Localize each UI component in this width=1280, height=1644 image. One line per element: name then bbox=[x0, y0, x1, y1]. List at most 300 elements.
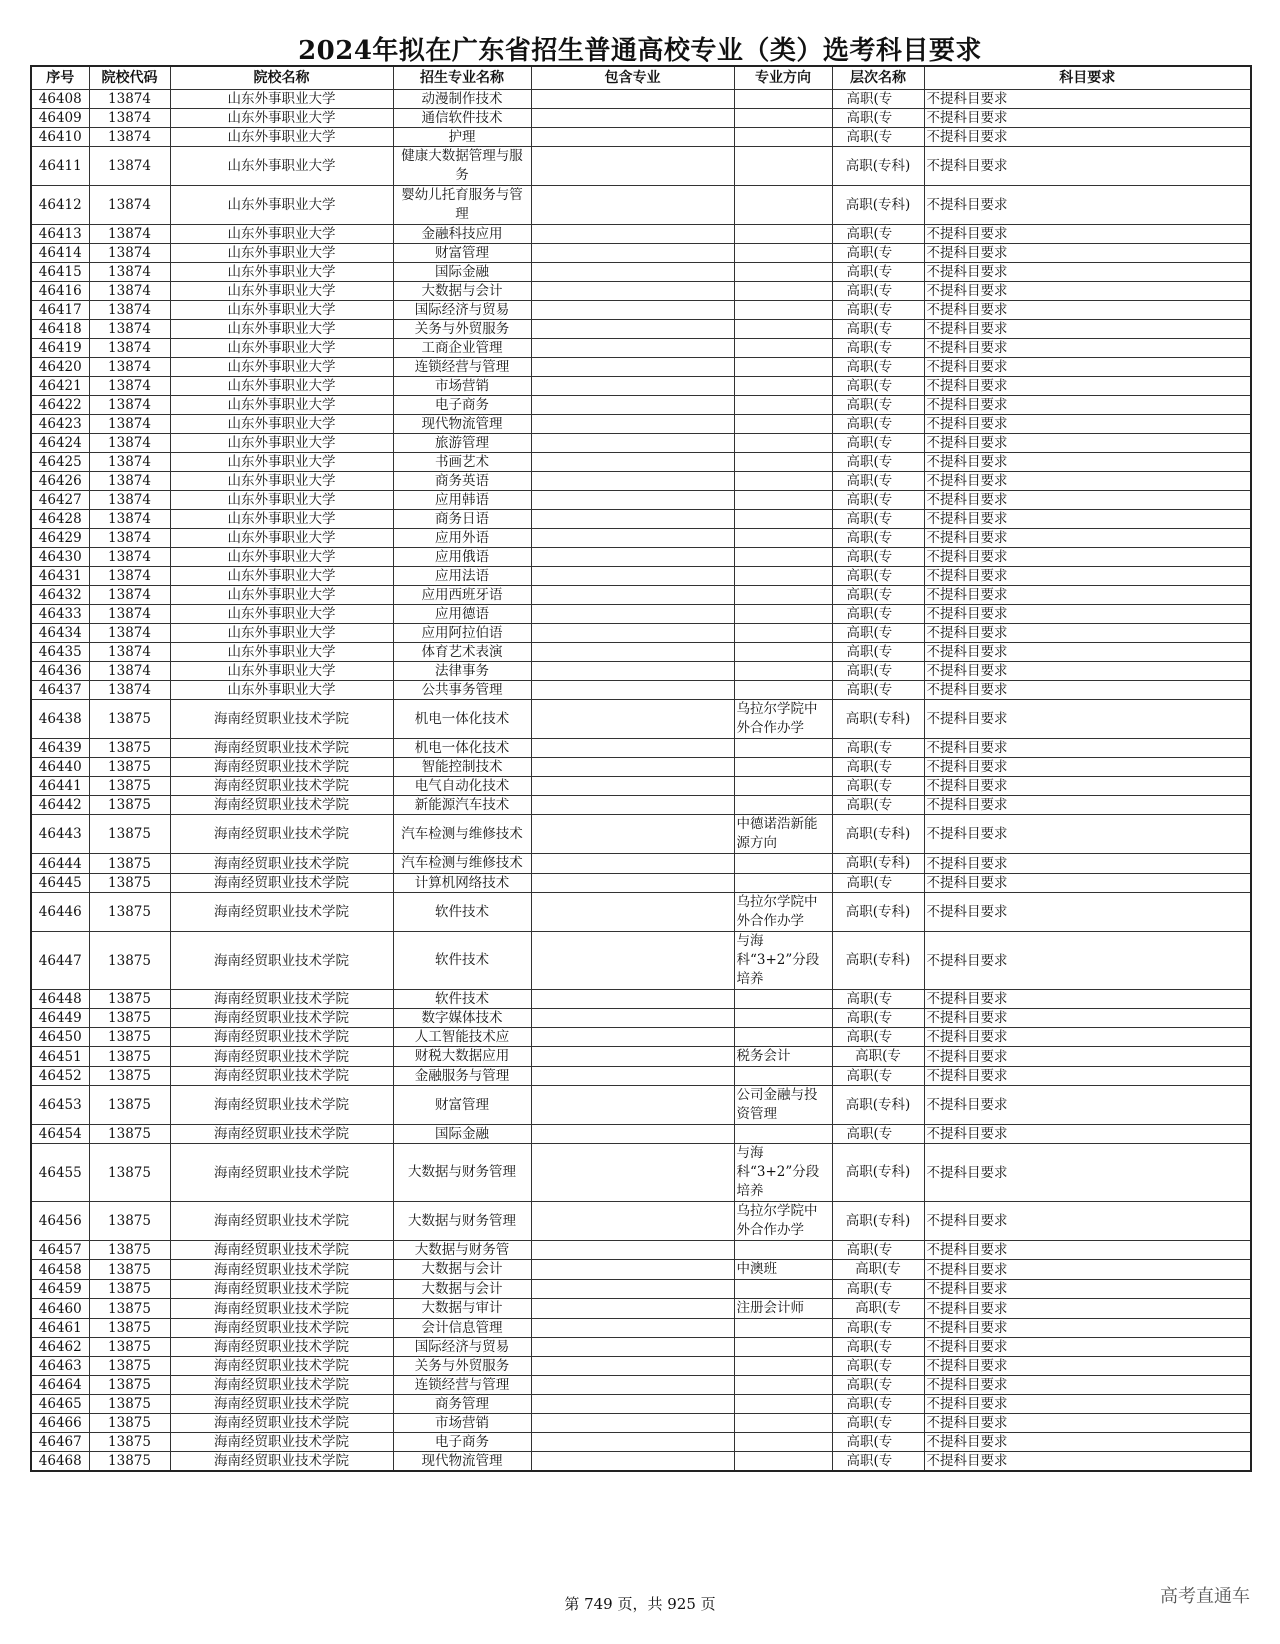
cell-subject-requirement: 不提科目要求 bbox=[924, 1299, 1251, 1319]
cell-major-direction bbox=[734, 339, 832, 358]
table-row bbox=[31, 225, 1251, 244]
cell-seq: 46427 bbox=[31, 491, 89, 510]
cell-included-majors bbox=[531, 893, 734, 932]
cell-major-direction bbox=[734, 244, 832, 263]
cell-major-direction: 注册会计师 bbox=[734, 1299, 832, 1319]
cell-seq: 46429 bbox=[31, 529, 89, 548]
cell-school-name: 山东外事职业大学 bbox=[170, 301, 393, 320]
cell-included-majors bbox=[531, 320, 734, 339]
table-row bbox=[31, 893, 1251, 932]
table-row bbox=[31, 1299, 1251, 1319]
cell-included-majors bbox=[531, 854, 734, 874]
cell-major-direction bbox=[734, 90, 832, 109]
cell-major-name: 国际经济与贸易 bbox=[393, 301, 531, 320]
table-row bbox=[31, 90, 1251, 109]
cell-major-name: 大数据与会计 bbox=[393, 1280, 531, 1299]
cell-level: 高职(专 bbox=[832, 1338, 924, 1357]
cell-major-direction: 与海科“3+2”分段培养 bbox=[734, 1144, 832, 1202]
cell-seq: 46437 bbox=[31, 681, 89, 700]
cell-seq: 46448 bbox=[31, 990, 89, 1009]
cell-seq: 46431 bbox=[31, 567, 89, 586]
cell-level: 高职(专 bbox=[832, 320, 924, 339]
cell-school-name: 山东外事职业大学 bbox=[170, 415, 393, 434]
cell-included-majors bbox=[531, 358, 734, 377]
cell-major-name: 电子商务 bbox=[393, 396, 531, 415]
cell-school-code: 13874 bbox=[89, 339, 170, 358]
cell-major-direction bbox=[734, 777, 832, 796]
cell-school-code: 13874 bbox=[89, 548, 170, 567]
cell-school-name: 海南经贸职业技术学院 bbox=[170, 1047, 393, 1067]
cell-major-direction: 中德诺浩新能源方向 bbox=[734, 815, 832, 854]
cell-level: 高职(专 bbox=[832, 1009, 924, 1028]
cell-subject-requirement: 不提科目要求 bbox=[924, 815, 1251, 854]
cell-school-name: 海南经贸职业技术学院 bbox=[170, 1319, 393, 1338]
cell-major-direction bbox=[734, 1433, 832, 1452]
cell-subject-requirement: 不提科目要求 bbox=[924, 282, 1251, 301]
cell-major-name: 旅游管理 bbox=[393, 434, 531, 453]
cell-school-code: 13875 bbox=[89, 932, 170, 990]
brand-watermark: 高考直通车 bbox=[1160, 1586, 1250, 1607]
cell-major-name: 大数据与财务管 bbox=[393, 1241, 531, 1260]
table-row bbox=[31, 643, 1251, 662]
cell-subject-requirement: 不提科目要求 bbox=[924, 510, 1251, 529]
cell-school-code: 13874 bbox=[89, 662, 170, 681]
cell-level: 高职(专 bbox=[832, 605, 924, 624]
cell-major-direction: 与海科“3+2”分段培养 bbox=[734, 932, 832, 990]
cell-school-code: 13875 bbox=[89, 1376, 170, 1395]
cell-seq: 46441 bbox=[31, 777, 89, 796]
table-row bbox=[31, 339, 1251, 358]
cell-included-majors bbox=[531, 282, 734, 301]
table-row bbox=[31, 739, 1251, 758]
cell-school-code: 13875 bbox=[89, 758, 170, 777]
cell-subject-requirement: 不提科目要求 bbox=[924, 893, 1251, 932]
cell-level: 高职(专 bbox=[832, 1125, 924, 1144]
cell-major-direction bbox=[734, 567, 832, 586]
cell-seq: 46443 bbox=[31, 815, 89, 854]
cell-subject-requirement: 不提科目要求 bbox=[924, 990, 1251, 1009]
cell-subject-requirement: 不提科目要求 bbox=[924, 453, 1251, 472]
cell-seq: 46442 bbox=[31, 796, 89, 815]
cell-major-name: 机电一体化技术 bbox=[393, 739, 531, 758]
cell-school-name: 山东外事职业大学 bbox=[170, 624, 393, 643]
cell-level: 高职(专 bbox=[832, 301, 924, 320]
cell-subject-requirement: 不提科目要求 bbox=[924, 1144, 1251, 1202]
cell-school-code: 13874 bbox=[89, 529, 170, 548]
page-title: 2024年拟在广东省招生普通高校专业（类）选考科目要求 bbox=[298, 36, 982, 66]
cell-major-name: 大数据与会计 bbox=[393, 282, 531, 301]
cell-included-majors bbox=[531, 1299, 734, 1319]
cell-seq: 46457 bbox=[31, 1241, 89, 1260]
cell-included-majors bbox=[531, 758, 734, 777]
cell-level: 高职(专 bbox=[832, 739, 924, 758]
cell-level: 高职(专 bbox=[832, 1299, 924, 1319]
header-subject-requirement: 科目要求 bbox=[924, 66, 1251, 90]
cell-level: 高职(专 bbox=[832, 662, 924, 681]
cell-school-code: 13875 bbox=[89, 815, 170, 854]
table-row bbox=[31, 147, 1251, 186]
cell-included-majors bbox=[531, 186, 734, 225]
cell-included-majors bbox=[531, 1047, 734, 1067]
cell-seq: 46456 bbox=[31, 1202, 89, 1241]
cell-major-direction: 乌拉尔学院中外合作办学 bbox=[734, 700, 832, 739]
table-row bbox=[31, 491, 1251, 510]
cell-level: 高职(专 bbox=[832, 453, 924, 472]
cell-included-majors bbox=[531, 301, 734, 320]
cell-level: 高职(专 bbox=[832, 990, 924, 1009]
cell-included-majors bbox=[531, 529, 734, 548]
cell-level: 高职(专科) bbox=[832, 932, 924, 990]
cell-school-code: 13875 bbox=[89, 1028, 170, 1047]
cell-school-code: 13874 bbox=[89, 643, 170, 662]
cell-level: 高职(专 bbox=[832, 758, 924, 777]
cell-included-majors bbox=[531, 225, 734, 244]
cell-seq: 46418 bbox=[31, 320, 89, 339]
cell-major-name: 法律事务 bbox=[393, 662, 531, 681]
cell-seq: 46410 bbox=[31, 128, 89, 147]
cell-subject-requirement: 不提科目要求 bbox=[924, 1067, 1251, 1086]
cell-subject-requirement: 不提科目要求 bbox=[924, 548, 1251, 567]
table-row bbox=[31, 548, 1251, 567]
table-row bbox=[31, 358, 1251, 377]
cell-included-majors bbox=[531, 1202, 734, 1241]
table-row bbox=[31, 567, 1251, 586]
table-row bbox=[31, 1125, 1251, 1144]
cell-seq: 46434 bbox=[31, 624, 89, 643]
cell-major-name: 现代物流管理 bbox=[393, 1452, 531, 1472]
cell-subject-requirement: 不提科目要求 bbox=[924, 339, 1251, 358]
cell-included-majors bbox=[531, 1028, 734, 1047]
cell-major-name: 关务与外贸服务 bbox=[393, 320, 531, 339]
cell-included-majors bbox=[531, 605, 734, 624]
cell-included-majors bbox=[531, 874, 734, 893]
cell-seq: 46408 bbox=[31, 90, 89, 109]
cell-school-name: 山东外事职业大学 bbox=[170, 90, 393, 109]
cell-school-name: 海南经贸职业技术学院 bbox=[170, 1260, 393, 1280]
cell-school-code: 13874 bbox=[89, 225, 170, 244]
cell-school-name: 海南经贸职业技术学院 bbox=[170, 1280, 393, 1299]
cell-school-code: 13874 bbox=[89, 186, 170, 225]
cell-seq: 46411 bbox=[31, 147, 89, 186]
cell-major-direction bbox=[734, 453, 832, 472]
cell-subject-requirement: 不提科目要求 bbox=[924, 777, 1251, 796]
cell-included-majors bbox=[531, 377, 734, 396]
cell-major-name: 工商企业管理 bbox=[393, 339, 531, 358]
cell-school-code: 13874 bbox=[89, 282, 170, 301]
cell-level: 高职(专 bbox=[832, 1376, 924, 1395]
cell-subject-requirement: 不提科目要求 bbox=[924, 244, 1251, 263]
cell-major-name: 汽车检测与维修技术 bbox=[393, 854, 531, 874]
cell-major-direction bbox=[734, 874, 832, 893]
cell-school-name: 山东外事职业大学 bbox=[170, 147, 393, 186]
cell-major-direction bbox=[734, 758, 832, 777]
cell-school-name: 海南经贸职业技术学院 bbox=[170, 854, 393, 874]
cell-major-name: 大数据与审计 bbox=[393, 1299, 531, 1319]
cell-school-code: 13875 bbox=[89, 796, 170, 815]
cell-school-name: 山东外事职业大学 bbox=[170, 282, 393, 301]
cell-school-name: 海南经贸职业技术学院 bbox=[170, 1376, 393, 1395]
cell-school-name: 海南经贸职业技术学院 bbox=[170, 874, 393, 893]
cell-major-name: 国际经济与贸易 bbox=[393, 1338, 531, 1357]
cell-major-direction bbox=[734, 396, 832, 415]
cell-major-direction bbox=[734, 1009, 832, 1028]
cell-subject-requirement: 不提科目要求 bbox=[924, 1241, 1251, 1260]
cell-subject-requirement: 不提科目要求 bbox=[924, 472, 1251, 491]
table-row bbox=[31, 1280, 1251, 1299]
cell-school-name: 海南经贸职业技术学院 bbox=[170, 1125, 393, 1144]
cell-school-name: 山东外事职业大学 bbox=[170, 434, 393, 453]
cell-seq: 46447 bbox=[31, 932, 89, 990]
cell-subject-requirement: 不提科目要求 bbox=[924, 1395, 1251, 1414]
table-row bbox=[31, 1452, 1251, 1472]
cell-major-direction bbox=[734, 1319, 832, 1338]
cell-included-majors bbox=[531, 1280, 734, 1299]
cell-included-majors bbox=[531, 624, 734, 643]
cell-major-name: 应用俄语 bbox=[393, 548, 531, 567]
table-row bbox=[31, 128, 1251, 147]
cell-included-majors bbox=[531, 932, 734, 990]
table-row bbox=[31, 529, 1251, 548]
table-row bbox=[31, 1414, 1251, 1433]
cell-major-direction bbox=[734, 643, 832, 662]
cell-seq: 46419 bbox=[31, 339, 89, 358]
cell-school-name: 山东外事职业大学 bbox=[170, 225, 393, 244]
cell-level: 高职(专科) bbox=[832, 147, 924, 186]
cell-included-majors bbox=[531, 567, 734, 586]
cell-school-name: 海南经贸职业技术学院 bbox=[170, 1241, 393, 1260]
cell-school-name: 海南经贸职业技术学院 bbox=[170, 796, 393, 815]
cell-seq: 46430 bbox=[31, 548, 89, 567]
cell-subject-requirement: 不提科目要求 bbox=[924, 1125, 1251, 1144]
cell-level: 高职(专 bbox=[832, 1395, 924, 1414]
cell-school-code: 13874 bbox=[89, 109, 170, 128]
cell-major-name: 软件技术 bbox=[393, 990, 531, 1009]
cell-included-majors bbox=[531, 1433, 734, 1452]
cell-major-name: 汽车检测与维修技术 bbox=[393, 815, 531, 854]
cell-school-code: 13874 bbox=[89, 128, 170, 147]
cell-included-majors bbox=[531, 681, 734, 700]
cell-school-code: 13875 bbox=[89, 893, 170, 932]
cell-school-code: 13875 bbox=[89, 1260, 170, 1280]
cell-school-name: 山东外事职业大学 bbox=[170, 453, 393, 472]
cell-school-name: 海南经贸职业技术学院 bbox=[170, 1433, 393, 1452]
table-row bbox=[31, 662, 1251, 681]
cell-subject-requirement: 不提科目要求 bbox=[924, 415, 1251, 434]
cell-school-name: 海南经贸职业技术学院 bbox=[170, 1202, 393, 1241]
cell-subject-requirement: 不提科目要求 bbox=[924, 1452, 1251, 1472]
table-row bbox=[31, 186, 1251, 225]
table-row bbox=[31, 301, 1251, 320]
cell-school-code: 13875 bbox=[89, 854, 170, 874]
cell-seq: 46413 bbox=[31, 225, 89, 244]
cell-school-code: 13875 bbox=[89, 874, 170, 893]
cell-school-code: 13875 bbox=[89, 1452, 170, 1472]
cell-major-name: 连锁经营与管理 bbox=[393, 358, 531, 377]
cell-seq: 46421 bbox=[31, 377, 89, 396]
table-row bbox=[31, 932, 1251, 990]
table-row bbox=[31, 396, 1251, 415]
cell-included-majors bbox=[531, 1452, 734, 1472]
cell-level: 高职(专 bbox=[832, 1280, 924, 1299]
cell-school-code: 13875 bbox=[89, 1047, 170, 1067]
cell-major-direction bbox=[734, 1125, 832, 1144]
table-body bbox=[31, 90, 1251, 1472]
cell-major-name: 大数据与财务管理 bbox=[393, 1144, 531, 1202]
cell-school-code: 13874 bbox=[89, 244, 170, 263]
cell-major-direction: 乌拉尔学院中外合作办学 bbox=[734, 893, 832, 932]
cell-included-majors bbox=[531, 491, 734, 510]
cell-subject-requirement: 不提科目要求 bbox=[924, 377, 1251, 396]
cell-school-name: 山东外事职业大学 bbox=[170, 339, 393, 358]
table-row bbox=[31, 815, 1251, 854]
cell-school-code: 13875 bbox=[89, 1067, 170, 1086]
cell-level: 高职(专 bbox=[832, 225, 924, 244]
cell-major-direction bbox=[734, 434, 832, 453]
cell-major-direction bbox=[734, 377, 832, 396]
cell-subject-requirement: 不提科目要求 bbox=[924, 854, 1251, 874]
cell-major-direction bbox=[734, 320, 832, 339]
cell-major-name: 婴幼儿托育服务与管理 bbox=[393, 186, 531, 225]
cell-school-name: 山东外事职业大学 bbox=[170, 605, 393, 624]
cell-major-name: 软件技术 bbox=[393, 932, 531, 990]
cell-level: 高职(专科) bbox=[832, 700, 924, 739]
cell-school-code: 13874 bbox=[89, 415, 170, 434]
cell-major-direction bbox=[734, 1241, 832, 1260]
cell-included-majors bbox=[531, 796, 734, 815]
table-row bbox=[31, 1319, 1251, 1338]
cell-level: 高职(专科) bbox=[832, 815, 924, 854]
cell-level: 高职(专科) bbox=[832, 1144, 924, 1202]
cell-school-name: 山东外事职业大学 bbox=[170, 586, 393, 605]
cell-included-majors bbox=[531, 700, 734, 739]
cell-major-name: 应用法语 bbox=[393, 567, 531, 586]
cell-level: 高职(专 bbox=[832, 282, 924, 301]
cell-included-majors bbox=[531, 109, 734, 128]
cell-included-majors bbox=[531, 1395, 734, 1414]
cell-seq: 46426 bbox=[31, 472, 89, 491]
cell-subject-requirement: 不提科目要求 bbox=[924, 491, 1251, 510]
cell-school-code: 13875 bbox=[89, 1086, 170, 1125]
cell-included-majors bbox=[531, 510, 734, 529]
table-row bbox=[31, 1376, 1251, 1395]
cell-seq: 46446 bbox=[31, 893, 89, 932]
cell-major-name: 电气自动化技术 bbox=[393, 777, 531, 796]
cell-seq: 46417 bbox=[31, 301, 89, 320]
cell-school-name: 海南经贸职业技术学院 bbox=[170, 758, 393, 777]
cell-level: 高职(专 bbox=[832, 874, 924, 893]
cell-subject-requirement: 不提科目要求 bbox=[924, 567, 1251, 586]
cell-subject-requirement: 不提科目要求 bbox=[924, 90, 1251, 109]
cell-major-name: 通信软件技术 bbox=[393, 109, 531, 128]
table-row bbox=[31, 874, 1251, 893]
cell-school-code: 13874 bbox=[89, 301, 170, 320]
cell-major-name: 健康大数据管理与服务 bbox=[393, 147, 531, 186]
cell-seq: 46452 bbox=[31, 1067, 89, 1086]
cell-major-direction bbox=[734, 854, 832, 874]
cell-major-direction bbox=[734, 128, 832, 147]
cell-school-code: 13874 bbox=[89, 472, 170, 491]
cell-level: 高职(专 bbox=[832, 358, 924, 377]
cell-seq: 46438 bbox=[31, 700, 89, 739]
header-level: 层次名称 bbox=[832, 66, 924, 90]
cell-school-name: 山东外事职业大学 bbox=[170, 358, 393, 377]
cell-major-direction bbox=[734, 491, 832, 510]
cell-school-name: 海南经贸职业技术学院 bbox=[170, 1357, 393, 1376]
cell-subject-requirement: 不提科目要求 bbox=[924, 225, 1251, 244]
cell-school-code: 13874 bbox=[89, 624, 170, 643]
table-row bbox=[31, 1241, 1251, 1260]
cell-included-majors bbox=[531, 1376, 734, 1395]
cell-school-name: 山东外事职业大学 bbox=[170, 320, 393, 339]
cell-major-direction bbox=[734, 1414, 832, 1433]
cell-major-name: 财富管理 bbox=[393, 1086, 531, 1125]
cell-level: 高职(专 bbox=[832, 681, 924, 700]
cell-subject-requirement: 不提科目要求 bbox=[924, 1086, 1251, 1125]
cell-major-direction bbox=[734, 301, 832, 320]
cell-major-direction bbox=[734, 1376, 832, 1395]
cell-school-code: 13874 bbox=[89, 434, 170, 453]
cell-school-code: 13875 bbox=[89, 990, 170, 1009]
cell-included-majors bbox=[531, 548, 734, 567]
cell-included-majors bbox=[531, 339, 734, 358]
cell-seq: 46462 bbox=[31, 1338, 89, 1357]
cell-included-majors bbox=[531, 739, 734, 758]
cell-major-direction bbox=[734, 681, 832, 700]
cell-subject-requirement: 不提科目要求 bbox=[924, 1319, 1251, 1338]
cell-major-name: 新能源汽车技术 bbox=[393, 796, 531, 815]
cell-level: 高职(专 bbox=[832, 1241, 924, 1260]
cell-major-name: 商务管理 bbox=[393, 1395, 531, 1414]
cell-level: 高职(专 bbox=[832, 244, 924, 263]
cell-seq: 46453 bbox=[31, 1086, 89, 1125]
cell-school-code: 13875 bbox=[89, 1357, 170, 1376]
cell-included-majors bbox=[531, 1414, 734, 1433]
cell-level: 高职(专科) bbox=[832, 854, 924, 874]
cell-school-name: 海南经贸职业技术学院 bbox=[170, 1338, 393, 1357]
cell-major-direction bbox=[734, 147, 832, 186]
cell-major-name: 金融科技应用 bbox=[393, 225, 531, 244]
cell-subject-requirement: 不提科目要求 bbox=[924, 681, 1251, 700]
cell-seq: 46423 bbox=[31, 415, 89, 434]
cell-major-direction bbox=[734, 358, 832, 377]
cell-school-name: 山东外事职业大学 bbox=[170, 244, 393, 263]
cell-level: 高职(专 bbox=[832, 472, 924, 491]
cell-school-name: 山东外事职业大学 bbox=[170, 662, 393, 681]
cell-seq: 46444 bbox=[31, 854, 89, 874]
cell-major-name: 国际金融 bbox=[393, 1125, 531, 1144]
cell-school-name: 海南经贸职业技术学院 bbox=[170, 1452, 393, 1472]
cell-school-name: 山东外事职业大学 bbox=[170, 263, 393, 282]
cell-school-name: 山东外事职业大学 bbox=[170, 109, 393, 128]
table-header-row bbox=[31, 66, 1251, 90]
cell-level: 高职(专 bbox=[832, 109, 924, 128]
cell-subject-requirement: 不提科目要求 bbox=[924, 932, 1251, 990]
cell-major-name: 智能控制技术 bbox=[393, 758, 531, 777]
cell-included-majors bbox=[531, 1357, 734, 1376]
cell-included-majors bbox=[531, 1067, 734, 1086]
table-row bbox=[31, 758, 1251, 777]
cell-major-direction bbox=[734, 548, 832, 567]
cell-major-direction bbox=[734, 739, 832, 758]
cell-subject-requirement: 不提科目要求 bbox=[924, 186, 1251, 225]
cell-major-direction bbox=[734, 263, 832, 282]
cell-school-name: 海南经贸职业技术学院 bbox=[170, 1299, 393, 1319]
cell-seq: 46451 bbox=[31, 1047, 89, 1067]
cell-subject-requirement: 不提科目要求 bbox=[924, 643, 1251, 662]
table-row bbox=[31, 1067, 1251, 1086]
cell-included-majors bbox=[531, 1125, 734, 1144]
cell-major-name: 关务与外贸服务 bbox=[393, 1357, 531, 1376]
